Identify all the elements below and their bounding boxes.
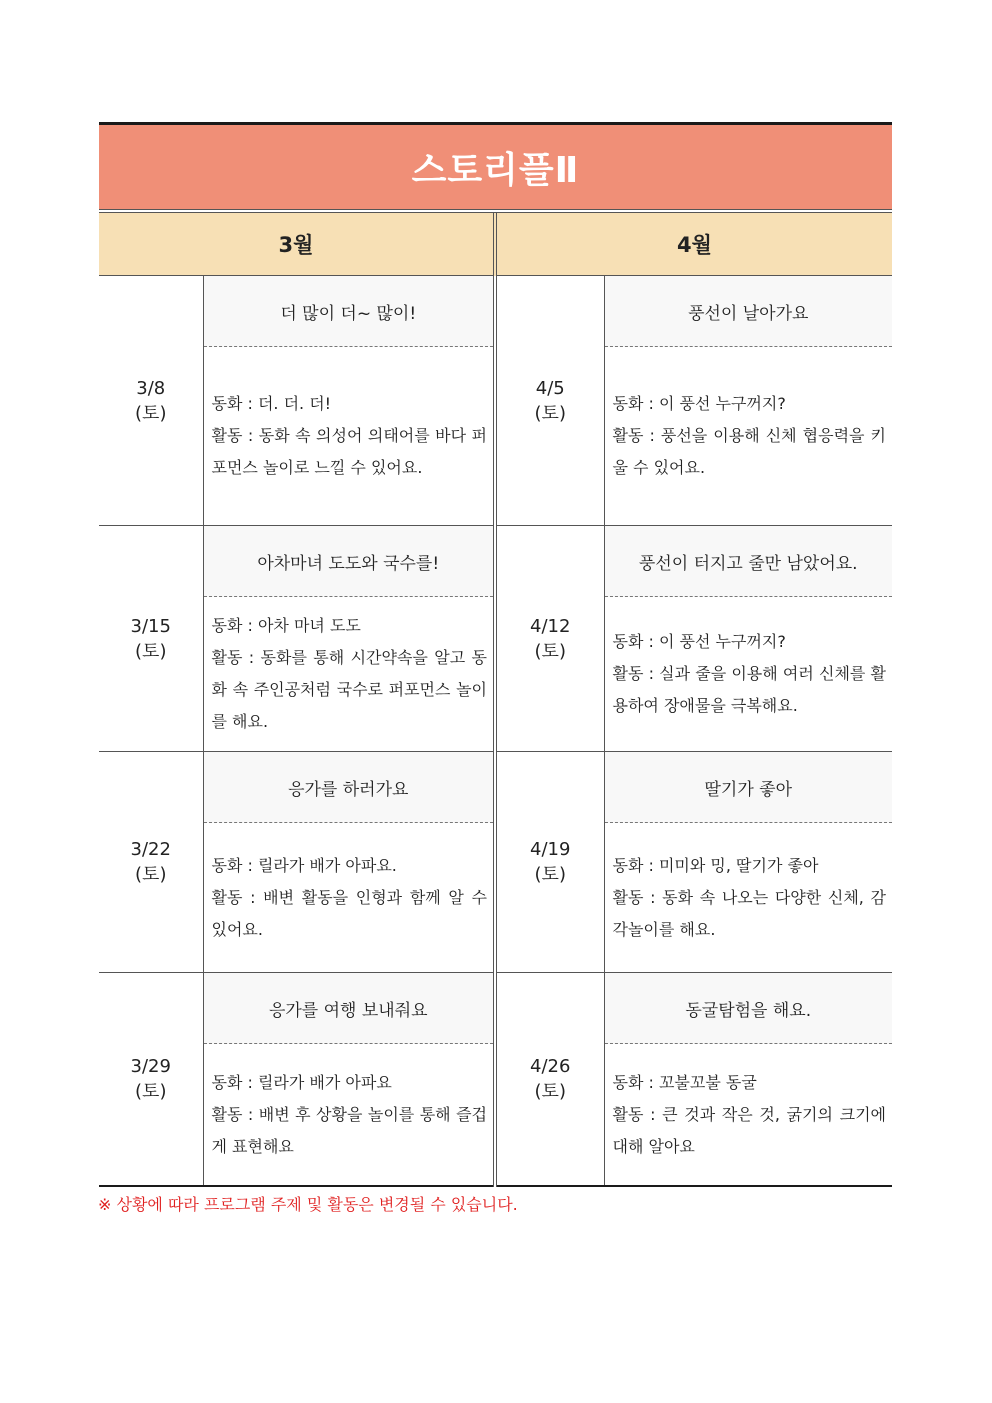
change-notice: ※ 상황에 따라 프로그램 주제 및 활동은 변경될 수 있습니다. <box>98 1195 518 1214</box>
activity-text: 활동 : 동화를 통해 시간약속을 알고 동화 속 주인공처럼 국수로 퍼포먼스 놀이를 해요. <box>211 648 487 731</box>
date-label: 3/22 <box>130 839 171 860</box>
session-cell <box>604 276 892 526</box>
week-row-1 <box>99 276 892 526</box>
session-title: 풍선이 날아가요 <box>605 276 893 347</box>
month-header-row <box>99 213 892 276</box>
day-label: (토) <box>135 1081 167 1102</box>
story-text: 동화 : 릴라가 배가 아파요. <box>211 855 397 875</box>
date-cell <box>495 276 604 526</box>
activity-text: 활동 : 동화 속 나오는 다양한 신체, 감각놀이를 해요. <box>612 887 886 939</box>
schedule-table <box>99 213 892 1187</box>
date-label: 3/29 <box>130 1056 171 1077</box>
activity-text: 활동 : 배변 활동을 인형과 함께 알 수 있어요. <box>211 887 487 939</box>
session-body <box>605 823 893 972</box>
date-label: 4/12 <box>530 615 571 637</box>
story-text: 동화 : 이 풍선 누구꺼지? <box>612 632 786 651</box>
session-cell <box>604 752 892 973</box>
day-label: (토) <box>135 640 167 662</box>
activity-text: 활동 : 풍선을 이용해 신체 협응력을 키울 수 있어요. <box>612 426 886 477</box>
date-cell <box>495 752 604 973</box>
date-cell <box>495 526 604 752</box>
session-cell <box>203 276 495 526</box>
activity-text: 활동 : 동화 속 의성어 의태어를 바다 퍼포먼스 놀이로 느낄 수 있어요. <box>211 426 487 477</box>
session-title: 응가를 하러가요 <box>204 752 494 823</box>
session-body <box>605 597 893 751</box>
story-text: 동화 : 릴라가 배가 아파요 <box>211 1072 392 1092</box>
date-cell <box>99 752 203 973</box>
session-title: 풍선이 터지고 줄만 남았어요. <box>605 526 893 597</box>
date-cell <box>99 526 203 752</box>
session-body <box>605 347 893 525</box>
story-text: 동화 : 아차 마녀 도도 <box>211 616 361 635</box>
date-label: 3/8 <box>136 377 166 399</box>
week-row-3 <box>99 752 892 973</box>
page-title: 스토리플Ⅱ <box>99 122 892 209</box>
day-label: (토) <box>534 640 566 662</box>
session-body <box>605 1044 893 1185</box>
day-label: (토) <box>534 402 566 424</box>
month-header-march: 3월 <box>99 213 495 276</box>
week-row-4 <box>99 973 892 1187</box>
date-label: 4/5 <box>535 377 565 399</box>
date-cell <box>99 973 203 1187</box>
date-label: 4/19 <box>530 839 571 860</box>
week-row-2 <box>99 526 892 752</box>
month-header-april: 4월 <box>495 213 892 276</box>
activity-text: 활동 : 배변 후 상황을 놀이를 통해 즐겁게 표현해요 <box>211 1104 487 1156</box>
session-cell <box>604 526 892 752</box>
day-label: (토) <box>135 402 167 424</box>
story-text: 동화 : 이 풍선 누구꺼지? <box>612 394 786 413</box>
date-cell <box>99 276 203 526</box>
date-label: 4/26 <box>530 1056 571 1077</box>
day-label: (토) <box>534 1081 566 1102</box>
session-cell <box>203 526 495 752</box>
session-cell <box>604 973 892 1187</box>
date-cell <box>495 973 604 1187</box>
session-title: 더 많이 더~ 많이! <box>204 276 494 347</box>
session-body <box>204 347 494 525</box>
activity-text: 활동 : 큰 것과 작은 것, 굵기의 크기에 대해 알아요 <box>612 1104 886 1156</box>
session-title: 아차마녀 도도와 국수를! <box>204 526 494 597</box>
session-cell <box>203 752 495 973</box>
activity-text: 활동 : 실과 줄을 이용해 여러 신체를 활용하여 장애물을 극복해요. <box>612 664 886 715</box>
day-label: (토) <box>534 864 566 885</box>
day-label: (토) <box>135 864 167 885</box>
story-text: 동화 : 꼬불꼬불 동굴 <box>612 1072 757 1092</box>
session-body <box>204 1044 494 1185</box>
session-title: 응가를 여행 보내줘요 <box>204 973 494 1044</box>
date-label: 3/15 <box>130 615 171 637</box>
story-text: 동화 : 미미와 밍, 딸기가 좋아 <box>612 855 819 875</box>
session-body <box>204 597 494 751</box>
schedule-sheet <box>99 122 892 1187</box>
session-body <box>204 823 494 972</box>
session-cell <box>203 973 495 1187</box>
session-title: 딸기가 좋아 <box>605 752 893 823</box>
session-title: 동굴탐험을 해요. <box>605 973 893 1044</box>
story-text: 동화 : 더. 더. 더! <box>211 394 332 413</box>
